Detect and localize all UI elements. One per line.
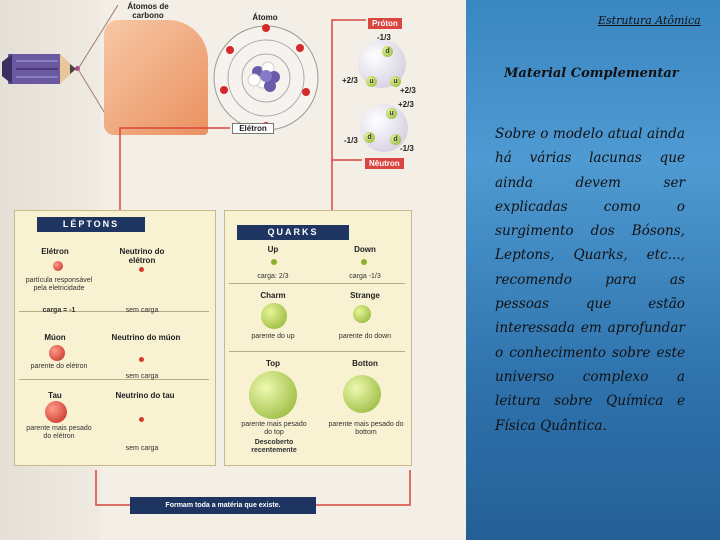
- up-title: Up: [267, 245, 279, 254]
- bottom-note: parente mais pesado do bottom: [328, 421, 404, 436]
- muon-title: Múon: [44, 333, 66, 342]
- slide-subtitle: Material Complementar: [504, 66, 679, 81]
- electron-label: Elétron: [232, 123, 274, 134]
- tau-note: parente mais pesado do elétron: [26, 425, 92, 440]
- electron-note: partícula responsável pela eletricidade: [25, 277, 93, 292]
- electron-neutrino-charge: sem carga: [125, 307, 159, 314]
- muon-neutrino-charge: sem carga: [125, 373, 159, 380]
- neutron-charge-1: +2/3: [398, 100, 414, 109]
- charm-note: parente do up: [251, 333, 295, 340]
- quarks-panel: [224, 210, 412, 466]
- down-charge: carga -1/3: [349, 273, 381, 280]
- body-paragraph: Sobre o modelo atual ainda há várias lacunas que ainda devem ser explicadas como o surgimento dos Bósons, Leptons, Quarks, etc..., recomendo para as pessoas que estão interessada em aprofundar o conhecimento sobre este universo complexo a leitura sobre Química e Física Quântica.: [495, 126, 685, 434]
- electron-title: Elétron: [41, 247, 69, 256]
- proton-quark-d: d: [382, 46, 393, 57]
- strange-title: Strange: [350, 291, 380, 300]
- quarks-title: QUARKS: [237, 225, 349, 240]
- tau-neutrino-ball: [139, 417, 144, 422]
- up-ball: [271, 259, 277, 265]
- muon-ball: [49, 345, 65, 361]
- tau-neutrino-charge: sem carga: [125, 445, 159, 452]
- top-ball: [249, 371, 297, 419]
- bottom-ball: [343, 375, 381, 413]
- muon-neutrino-ball: [139, 357, 144, 362]
- muon-neutrino-title: Neutrino do múon: [111, 333, 181, 342]
- tau-ball: [45, 401, 67, 423]
- atom-label: Átomo: [252, 13, 278, 22]
- neutron-label: Nêutron: [365, 158, 404, 169]
- leptons-panel: [14, 210, 216, 466]
- proton-charge-3: +2/3: [400, 86, 416, 95]
- proton-charge-2: +2/3: [342, 76, 358, 85]
- down-title: Down: [354, 245, 376, 254]
- neutron-quark-u: u: [386, 108, 397, 119]
- charm-title: Charm: [260, 291, 286, 300]
- neutron-quark-d2: d: [390, 134, 401, 145]
- proton-quark-u1: u: [366, 76, 377, 87]
- muon-note: parente do elétron: [30, 363, 88, 370]
- leptons-title: LÉPTONS: [37, 217, 145, 232]
- down-ball: [361, 259, 367, 265]
- tau-neutrino-title: Neutrino do tau: [115, 391, 175, 400]
- divider: [229, 283, 405, 284]
- electron-neutrino-title: Neutrino do elétron: [119, 247, 165, 265]
- bottom-title: Botton: [352, 359, 378, 368]
- electron-neutrino-ball: [139, 267, 144, 272]
- tau-title: Tau: [48, 391, 62, 400]
- proton-charge-1: -1/3: [377, 33, 391, 42]
- slide-title: Estrutura Atômica: [598, 14, 701, 27]
- carbon-atoms-label: Átomos de carbono: [127, 2, 169, 20]
- top-title: Top: [265, 359, 281, 368]
- neutron-quark-d1: d: [364, 132, 375, 143]
- figure-footer: Formam toda a matéria que existe.: [130, 497, 316, 514]
- neutron-charge-3: -1/3: [400, 144, 414, 153]
- divider: [229, 351, 405, 352]
- top-discovery-note: Descoberto recentemente: [251, 439, 297, 454]
- neutron-charge-2: -1/3: [344, 136, 358, 145]
- strange-note: parente do down: [338, 333, 392, 340]
- electron-charge: carga = -1: [42, 307, 76, 314]
- up-charge: carga: 2/3: [257, 273, 289, 280]
- charm-ball: [261, 303, 287, 329]
- proton-label: Próton: [368, 18, 402, 29]
- top-note: parente mais pesado do top: [241, 421, 307, 436]
- proton-quark-u2: u: [390, 76, 401, 87]
- strange-ball: [353, 305, 371, 323]
- electron-ball: [53, 261, 63, 271]
